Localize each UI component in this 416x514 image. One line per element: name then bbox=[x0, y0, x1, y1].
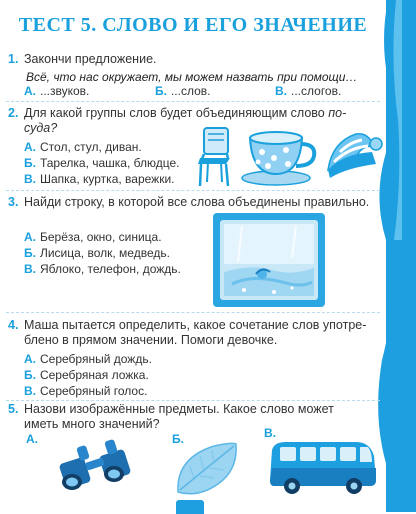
teacup-icon bbox=[240, 128, 318, 186]
option-letter: В. bbox=[275, 84, 287, 98]
question-number: 5. bbox=[8, 402, 19, 416]
option-letter: А. bbox=[24, 352, 36, 366]
question-line: Для какой группы слов будет объединяющим слово bbox=[24, 106, 325, 120]
question-number: 4. bbox=[8, 318, 19, 332]
picture-label-c: В. bbox=[264, 426, 276, 440]
question-number: 2. bbox=[8, 106, 19, 120]
option-letter: Б. bbox=[24, 156, 36, 170]
option-text: Серебряный голос. bbox=[40, 384, 148, 398]
question-text bbox=[24, 318, 378, 348]
question-number: 3. bbox=[8, 195, 19, 209]
option-letter: В. bbox=[24, 262, 36, 276]
picture-label-b: Б. bbox=[172, 432, 184, 446]
highlighted-word-end: суда? bbox=[24, 121, 58, 135]
question-number: 1. bbox=[8, 52, 19, 66]
option-c[interactable] bbox=[24, 384, 147, 398]
option-text: Серебряная ложка. bbox=[39, 368, 149, 382]
divider bbox=[6, 101, 380, 102]
option-text: Шапка, куртка, варежки. bbox=[40, 172, 175, 186]
option-text: Стол, стул, диван. bbox=[40, 140, 142, 154]
option-a[interactable] bbox=[24, 84, 89, 98]
page-title: ТЕСТ 5. СЛОВО И ЕГО ЗНАЧЕНИЕ bbox=[18, 14, 368, 36]
option-b[interactable] bbox=[155, 84, 211, 98]
option-b[interactable] bbox=[24, 246, 170, 260]
option-text: Лисица, волк, медведь. bbox=[39, 246, 170, 260]
divider bbox=[6, 190, 380, 191]
option-letter: Б. bbox=[24, 246, 36, 260]
option-text: Тарелка, чашка, блюдце. bbox=[39, 156, 180, 170]
sentence-prompt: Всё, что нас окружает, мы можем назвать при помощи… bbox=[26, 70, 358, 84]
question-text: Найди строку, в которой все слова объединены правильно. bbox=[24, 195, 370, 209]
highlighted-word: по- bbox=[328, 106, 347, 120]
option-text: Берёза, окно, синица. bbox=[40, 230, 162, 244]
option-letter: А. bbox=[24, 84, 36, 98]
bus-icon bbox=[266, 438, 378, 496]
question-line: иметь много значений? bbox=[24, 417, 160, 431]
option-text: ...слов. bbox=[170, 84, 211, 98]
question-text: Закончи предложение. bbox=[24, 52, 157, 66]
option-letter: В. bbox=[24, 384, 36, 398]
option-letter: А. bbox=[24, 140, 36, 154]
option-b[interactable] bbox=[24, 368, 149, 382]
option-c[interactable] bbox=[24, 172, 174, 186]
option-letter: А. bbox=[24, 230, 36, 244]
option-text: ...слогов. bbox=[291, 84, 342, 98]
question-text bbox=[24, 402, 378, 432]
question-line: Маша пытается определить, какое сочетание слов употре- bbox=[24, 318, 367, 332]
binoculars-icon bbox=[58, 438, 134, 492]
option-letter: Б. bbox=[24, 368, 36, 382]
question-line: блено в прямом значении. Помоги девочке. bbox=[24, 333, 278, 347]
option-text: ...звуков. bbox=[40, 84, 90, 98]
option-letter: Б. bbox=[155, 84, 167, 98]
option-c[interactable] bbox=[24, 262, 181, 276]
aquarium-window-icon bbox=[212, 212, 326, 308]
chair-icon bbox=[196, 126, 234, 188]
option-b[interactable] bbox=[24, 156, 179, 170]
option-text: Серебряный дождь. bbox=[40, 352, 152, 366]
knit-hat-icon bbox=[322, 124, 384, 182]
option-a[interactable] bbox=[24, 140, 142, 154]
picture-label-a: А. bbox=[26, 432, 38, 446]
option-letter: В. bbox=[24, 172, 36, 186]
option-a[interactable] bbox=[24, 352, 152, 366]
option-a[interactable] bbox=[24, 230, 162, 244]
divider bbox=[6, 400, 380, 401]
option-text: Яблоко, телефон, дождь. bbox=[40, 262, 181, 276]
question-line: Назови изображённые предметы. Какое слово может bbox=[24, 402, 334, 416]
leaf-icon bbox=[174, 440, 240, 496]
option-c[interactable] bbox=[275, 84, 341, 98]
divider bbox=[6, 312, 380, 313]
